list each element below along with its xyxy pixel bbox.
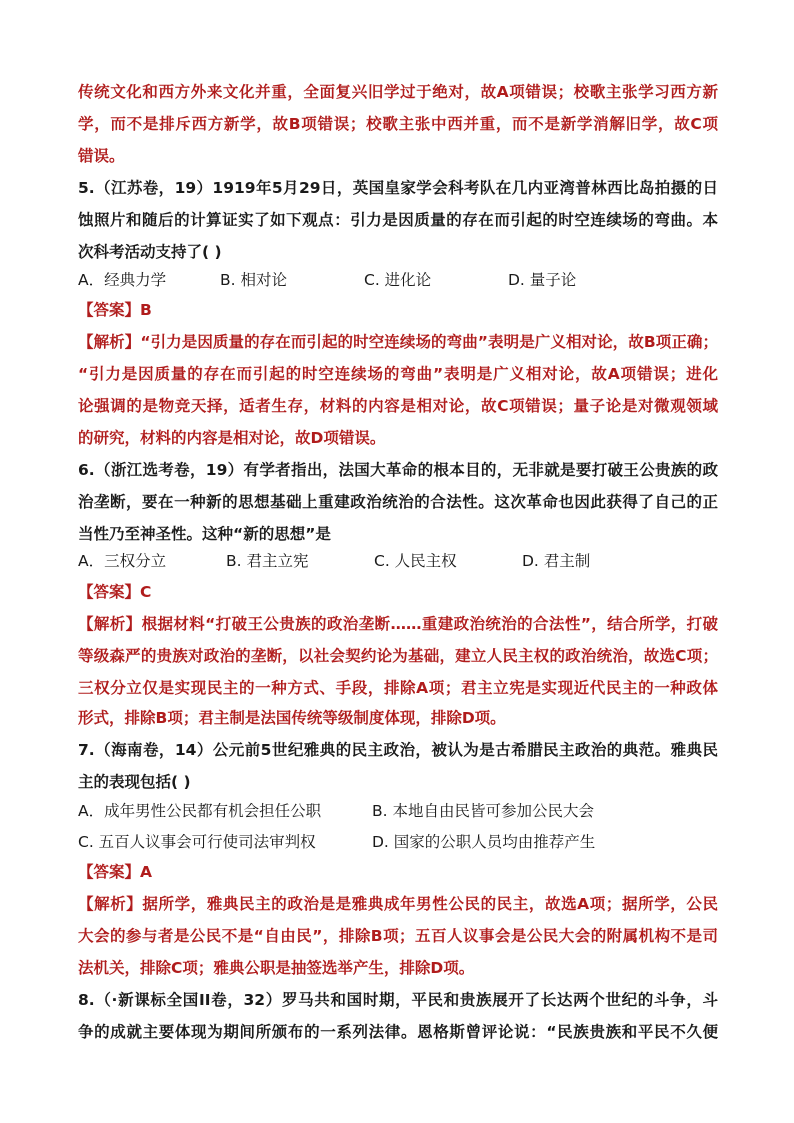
answer-value: B (140, 301, 152, 319)
question-7-answer (78, 862, 718, 882)
question-5-stem-line: 次科考活动支持了( ) (78, 243, 222, 261)
question-5-stem-line: 蚀照片和随后的计算证实了如下观点：引力是因质量的存在而引起的时空连续场的弯曲。本 (78, 211, 718, 229)
analysis-continuation-line: 错误。 (78, 147, 125, 165)
question-5-analysis-line: 论强调的是物竞天择，适者生存，材料的内容是相对论，故C项错误；量子论是对微观领域 (78, 397, 718, 415)
question-6-analysis-line: 【解析】根据材料“打破王公贵族的政治垄断……重建政治统治的合法性”，结合所学，打破 (78, 615, 718, 633)
answer-value: C (140, 583, 152, 601)
question-7-stem-line: 7.（海南卷，14）公元前5世纪雅典的民主政治，被认为是古希腊民主政治的典范。雅典民 (78, 741, 718, 759)
answer-tag: 【答案】 (78, 863, 141, 881)
question-5-analysis-line: “引力是因质量的存在而引起的时空连续场的弯曲”表明是广义相对论，故A项错误；进化 (78, 365, 718, 383)
question-7-option-c: C. 五百人议事会可行使司法审判权 (78, 833, 316, 851)
question-5-stem-line: 5.（江苏卷，19）1919年5月29日，英国皇家学会科考队在几内亚湾普林西比岛拍摄的日 (78, 179, 718, 197)
analysis-tag: 【解析】 (78, 615, 142, 633)
question-6-option-a: A．三权分立 (78, 552, 167, 570)
question-5-option-a: A．经典力学 (78, 271, 167, 289)
question-6-analysis-line: 形式，排除B项；君主制是法国传统等级制度体现，排除D项。 (78, 709, 506, 727)
question-6-option-c: C. 人民主权 (374, 552, 457, 570)
question-5-analysis-line: 【解析】“引力是因质量的存在而引起的时空连续场的弯曲”表明是广义相对论，故B项正确； (78, 333, 718, 351)
question-6-analysis-line: 等级森严的贵族对政治的垄断，以社会契约论为基础，建立人民主权的政治统治，故选C项； (78, 647, 718, 665)
question-5-option-b: B. 相对论 (220, 271, 287, 289)
question-5-answer (78, 300, 718, 320)
question-5-option-c: C. 进化论 (364, 271, 432, 289)
question-5-option-d: D. 量子论 (508, 271, 577, 289)
question-6-stem-line: 6.（浙江选考卷，19）有学者指出，法国大革命的根本目的，无非就是要打破王公贵族的政 (78, 461, 718, 479)
analysis-continuation-line: 学，而不是排斥西方新学，故B项错误；校歌主张中西并重，而不是新学消解旧学，故C项 (78, 115, 718, 133)
analysis-tag: 【解析】 (78, 333, 141, 351)
question-7-option-b: B. 本地自由民皆可参加公民大会 (372, 802, 594, 820)
question-6-option-d: D. 君主制 (522, 552, 591, 570)
question-7-option-d: D. 国家的公职人员均由推荐产生 (372, 833, 596, 851)
question-8-stem-line: 争的成就主要体现为期间所颁布的一系列法律。恩格斯曾评论说：“民族贵族和平民不久便 (78, 1023, 718, 1041)
question-7-analysis-line: 【解析】据所学，雅典民主的政治是是雅典成年男性公民的民主，故选A项；据所学，公民 (78, 895, 718, 913)
answer-value: A (140, 863, 153, 881)
question-5-analysis-line: 的研究，材料的内容是相对论，故D项错误。 (78, 429, 386, 447)
analysis-continuation-line: 传统文化和西方外来文化并重，全面复兴旧学过于绝对，故A项错误；校歌主张学习西方新 (78, 83, 718, 101)
question-7-analysis-line: 法机关，排除C项；雅典公职是抽签选举产生，排除D项。 (78, 959, 475, 977)
answer-tag: 【答案】 (78, 301, 141, 319)
question-6-stem-line: 当性乃至神圣性。这种“新的思想”是 (78, 525, 331, 543)
question-8-stem-line: 8.（·新课标全国II卷，32）罗马共和国时期，平民和贵族展开了长达两个世纪的斗争，斗 (78, 991, 718, 1009)
question-6-answer (78, 582, 718, 602)
question-7-analysis-line: 大会的参与者是公民不是“自由民”，排除B项；五百人议事会是公民大会的附属机构不是司 (78, 927, 718, 945)
question-7-option-a: A．成年男性公民都有机会担任公职 (78, 802, 322, 820)
question-6-analysis-line: 三权分立仅是实现民主的一种方式、手段，排除A项；君主立宪是实现近代民主的一种政体 (78, 679, 718, 697)
question-6-option-b: B. 君主立宪 (226, 552, 309, 570)
question-7-stem-line: 主的表现包括( ) (78, 773, 191, 791)
analysis-tag: 【解析】 (78, 895, 143, 913)
question-6-stem-line: 治垄断，要在一种新的思想基础上重建政治统治的合法性。这次革命也因此获得了自己的正 (78, 493, 718, 511)
answer-tag: 【答案】 (78, 583, 141, 601)
